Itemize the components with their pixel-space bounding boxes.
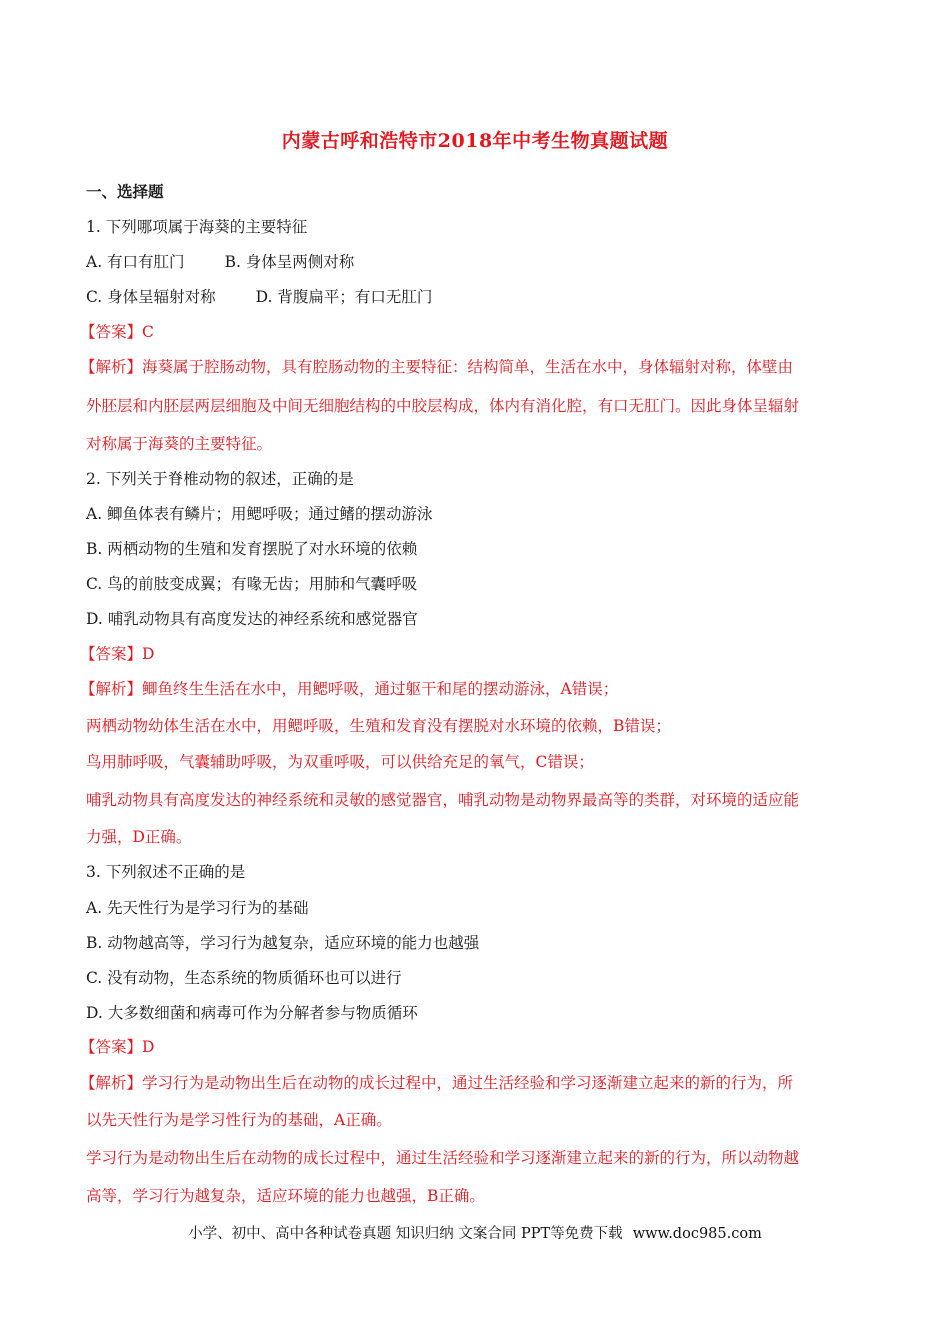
analysis-label: 【解析】 [80, 1074, 143, 1092]
q2-analysis-line-2: 两栖动物幼体生活在水中，用鳃呼吸，生殖和发育没有摆脱对水环境的依赖，B错误； [86, 717, 671, 735]
analysis-text: 鲫鱼终生生活在水中，用鳃呼吸，通过躯干和尾的摆动游泳，A错误； [142, 680, 619, 698]
q1-option-d: D. 背腹扁平；有口无肛门 [255, 288, 433, 306]
analysis-label: 【解析】 [80, 358, 143, 376]
q2-analysis-line-5: 力强，D正确。 [86, 828, 192, 846]
q3-option-d: D. 大多数细菌和病毒可作为分解者参与物质循环 [86, 1004, 418, 1022]
page-title: 内蒙古呼和浩特市2018年中考生物真题试题 [281, 130, 669, 152]
q1-option-b: B. 身体呈两侧对称 [224, 253, 355, 271]
q2-option-a: A. 鲫鱼体表有鳞片；用鳃呼吸；通过鳍的摆动游泳 [86, 505, 433, 523]
q1-options-row-1 [86, 250, 354, 272]
q1-analysis-line-2: 外胚层和内胚层两层细胞及中间无细胞结构的中胶层构成，体内有消化腔，有口无肛门。因此身体呈辐射 [86, 397, 800, 415]
q1-stem: 1. 下列哪项属于海葵的主要特征 [86, 218, 308, 236]
footer-url-link[interactable]: www.doc985.com [632, 1226, 762, 1242]
q3-option-a: A. 先天性行为是学习行为的基础 [86, 899, 309, 917]
q2-analysis-line-3: 鸟用肺呼吸，气囊辅助呼吸，为双重呼吸，可以供给充足的氧气，C错误； [86, 753, 594, 771]
q3-stem: 3. 下列叙述不正确的是 [86, 863, 246, 881]
q1-option-c: C. 身体呈辐射对称 [86, 288, 216, 306]
q2-analysis-line-4: 哺乳动物具有高度发达的神经系统和灵敏的感觉器官，哺乳动物是动物界最高等的类群，对环境的适应能 [86, 791, 800, 809]
q1-option-a: A. 有口有肛门 [86, 253, 185, 271]
section-heading: 一、选择题 [86, 182, 164, 201]
q1-analysis-line-3: 对称属于海葵的主要特征。 [86, 435, 273, 453]
analysis-label: 【解析】 [80, 680, 143, 698]
analysis-text: 学习行为是动物出生后在动物的成长过程中，通过生活经验和学习逐渐建立起来的新的行为，所 [142, 1074, 794, 1092]
q3-analysis-line-2: 以先天性行为是学习性行为的基础，A正确。 [86, 1111, 392, 1129]
page-footer [0, 1222, 950, 1243]
q2-option-b: B. 两栖动物的生殖和发育摆脱了对水环境的依赖 [86, 540, 418, 558]
q2-option-d: D. 哺乳动物具有高度发达的神经系统和感觉器官 [86, 610, 418, 628]
q1-options-row-2 [86, 285, 432, 307]
q2-analysis-line-1 [80, 677, 618, 699]
q2-option-c: C. 鸟的前肢变成翼；有喙无齿；用肺和气囊呼吸 [86, 575, 418, 593]
q3-analysis-line-4: 高等，学习行为越复杂，适应环境的能力也越强，B正确。 [86, 1187, 485, 1205]
q2-stem: 2. 下列关于脊椎动物的叙述，正确的是 [86, 470, 354, 488]
answer-label: 【答案】 [80, 323, 143, 341]
q3-option-b: B. 动物越高等，学习行为越复杂，适应环境的能力也越强 [86, 934, 480, 952]
q3-analysis-line-3: 学习行为是动物出生后在动物的成长过程中，通过生活经验和学习逐渐建立起来的新的行为，所以动物越 [86, 1149, 800, 1167]
q1-answer [80, 320, 154, 342]
answer-value: D [142, 1038, 155, 1056]
answer-label: 【答案】 [80, 645, 143, 663]
q2-answer [80, 642, 154, 664]
footer-text: 小学、初中、高中各种试卷真题 知识归纳 文案合同 PPT等免费下载 [188, 1226, 623, 1242]
q3-analysis-line-1 [80, 1071, 793, 1093]
answer-value: D [142, 645, 155, 663]
q1-analysis-line-1 [80, 355, 793, 377]
answer-value: C [142, 323, 154, 341]
q3-option-c: C. 没有动物，生态系统的物质循环也可以进行 [86, 969, 402, 987]
q3-answer [80, 1035, 154, 1057]
answer-label: 【答案】 [80, 1038, 143, 1056]
analysis-text: 海葵属于腔肠动物，具有腔肠动物的主要特征：结构简单，生活在水中，身体辐射对称，体壁由 [142, 358, 794, 376]
